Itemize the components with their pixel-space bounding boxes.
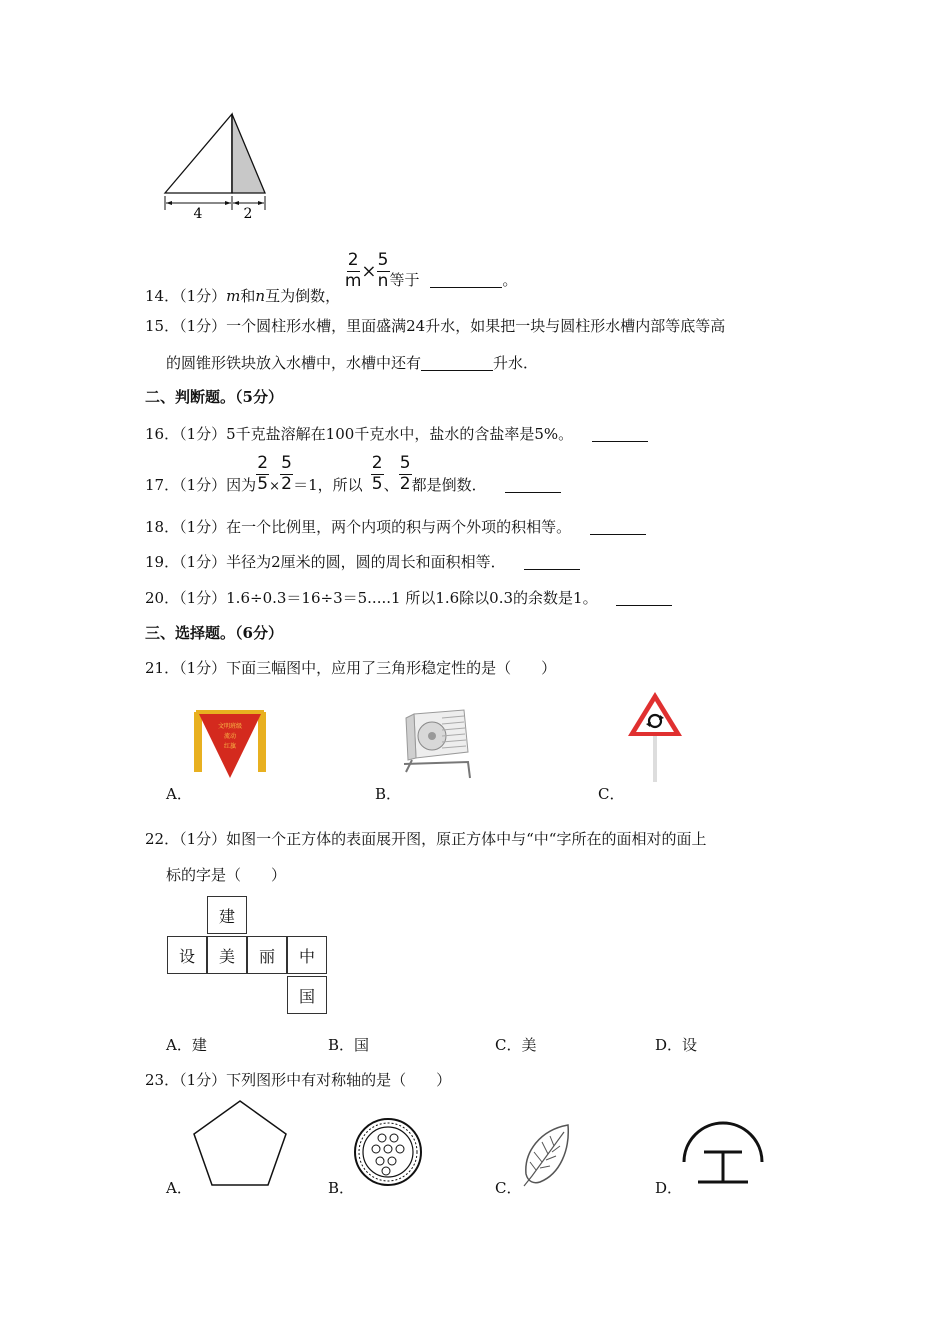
answer-blank-15 — [421, 356, 493, 371]
question-19: 19．（1分）半径为2厘米的圆，圆的周长和面积相等． — [145, 551, 580, 572]
net-face-bottom: 国 — [287, 976, 327, 1014]
q23-option-c[interactable]: C． — [495, 1179, 522, 1197]
fraction-2-5: $\frac{2}{5}$ — [257, 453, 269, 494]
question-23: 23．（1分）下列图形中有对称轴的是（ ） — [145, 1071, 452, 1089]
q22-option-a[interactable]: A．建 — [166, 1036, 207, 1054]
q23-option-a[interactable]: A． — [166, 1179, 192, 1197]
question-20: 20．（1分）1.6÷0.3＝16÷3＝5.....1 所以1.6除以0.3的余数是1。 — [145, 587, 672, 608]
question-21: 21．（1分）下面三幅图中，应用了三角形稳定性的是（ ） — [145, 659, 557, 677]
answer-blank-18 — [590, 520, 646, 535]
question-18: 18．（1分）在一个比例里，两个内项的积与两个外项的积相等。 — [145, 516, 646, 537]
road-sign-image — [624, 688, 686, 784]
question-22: 22．（1分）如图一个正方体的表面展开图，原正方体中与“中“字所在的面相对的面上 — [145, 830, 707, 848]
fraction-5-2-b: $\frac{5}{2}$ — [399, 453, 411, 494]
q21-option-b[interactable]: B． — [375, 785, 402, 803]
umbrella-symbol-shape — [680, 1116, 766, 1188]
q22-option-b[interactable]: B．国 — [328, 1036, 370, 1054]
circle-dots-shape — [352, 1116, 424, 1188]
triangle-figure — [155, 108, 275, 228]
pentagon-shape — [190, 1098, 290, 1190]
q23-option-b[interactable]: B． — [328, 1179, 355, 1197]
answer-blank-16 — [592, 427, 648, 442]
fraction-5-n: $\frac{5}{n}$ — [377, 250, 389, 291]
fraction-2-5-b: $\frac{2}{5}$ — [371, 453, 383, 494]
label-2: 2 — [243, 206, 253, 222]
svg-text:文明班级: 文明班级 — [217, 723, 243, 730]
question-22-line2: 标的字是（ ） — [166, 866, 287, 884]
section-3-title: 三、选择题。（6分） — [145, 624, 283, 642]
label-4: 4 — [193, 206, 203, 222]
fraction-5-2: $\frac{5}{2}$ — [281, 453, 292, 494]
q22-option-d[interactable]: D．设 — [655, 1036, 698, 1054]
answer-blank-14 — [430, 273, 502, 288]
answer-blank-17 — [505, 478, 561, 493]
q23-option-d[interactable]: D． — [655, 1179, 683, 1197]
question-15-line2: 的圆锥形铁块放入水槽中，水槽中还有 升水． — [166, 354, 539, 372]
net-face-4: 中 — [287, 936, 327, 974]
fraction-2-m: $\frac{2}{m}$ — [344, 250, 362, 291]
q21-option-c[interactable]: C． — [598, 785, 625, 803]
question-17: 17．（1分）因为 $\frac{2}{5}$ × $\frac{5}{2}$ ＝1，所以 $\frac{2}{5}$ 、 $\frac{5}{2}$ 都是倒数． — [145, 455, 561, 494]
svg-text:流动: 流动 — [223, 733, 237, 740]
question-14: 14．（1分）m和n互为倒数， $\frac{2}{m}$ × $\frac{5}{n}$ 等于 。 — [145, 250, 518, 306]
net-face-top: 建 — [207, 896, 247, 934]
leaf-shape — [520, 1122, 574, 1188]
net-face-2: 美 — [207, 936, 247, 974]
pennant-image — [192, 708, 268, 780]
section-2-title: 二、判断题。（5分） — [145, 388, 283, 406]
net-face-3: 丽 — [247, 936, 287, 974]
air-conditioner-image — [402, 706, 474, 782]
answer-blank-20 — [616, 591, 672, 606]
answer-blank-19 — [524, 555, 580, 570]
svg-text:红旗: 红旗 — [223, 743, 237, 750]
question-16: 16．（1分）5千克盐溶解在100千克水中，盐水的含盐率是5%。 — [145, 423, 648, 444]
q22-option-c[interactable]: C．美 — [495, 1036, 537, 1054]
question-15: 15．（1分）一个圆柱形水槽，里面盛满24升水，如果把一块与圆柱形水槽内部等底等高 — [145, 317, 726, 335]
net-face-1: 设 — [167, 936, 207, 974]
q21-option-a[interactable]: A． — [166, 785, 192, 803]
